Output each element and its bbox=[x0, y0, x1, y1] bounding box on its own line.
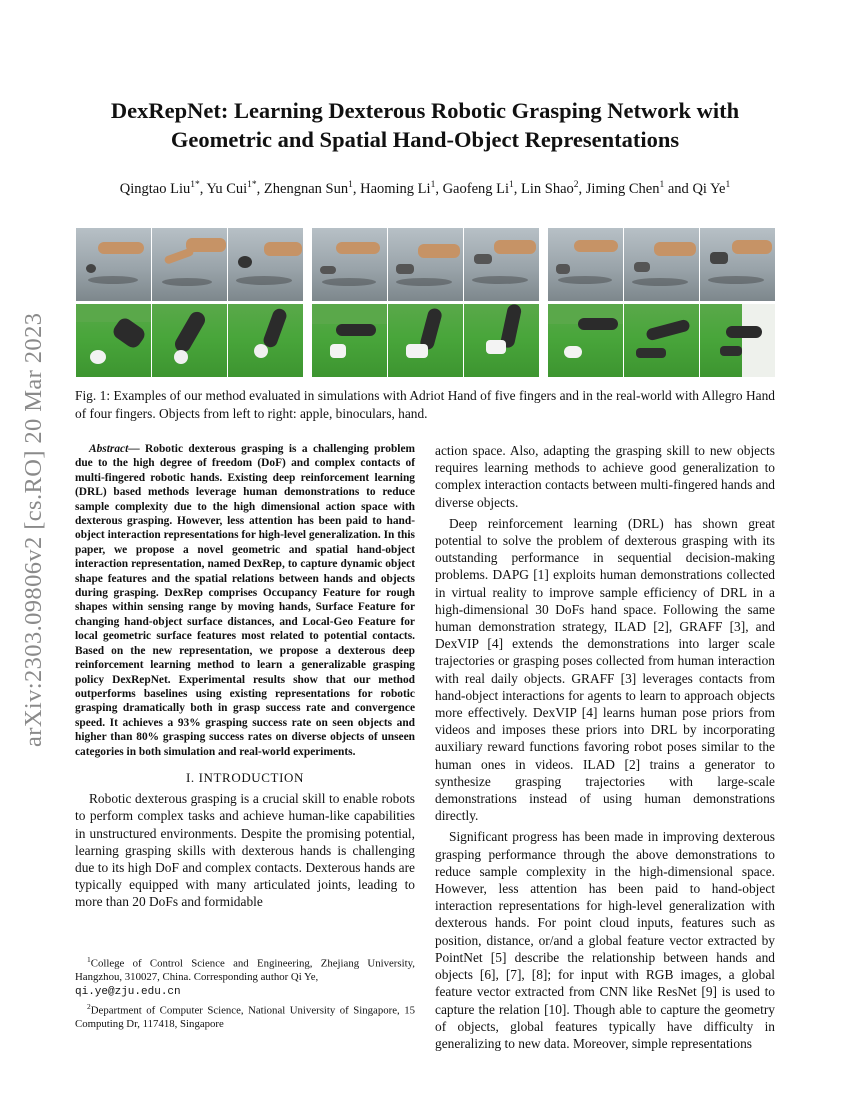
figure-1-images bbox=[76, 228, 774, 378]
figure-group-apple bbox=[76, 228, 304, 378]
author-separator: and bbox=[664, 180, 693, 197]
author-name: Qi Ye bbox=[692, 180, 726, 197]
author-separator: , bbox=[513, 180, 522, 197]
footnote-1-text: College of Control Science and Engineering, Zhejiang University, Hangzhou, 310027, China. Corresponding author Qi Ye, bbox=[75, 957, 415, 984]
figure-group-binoculars bbox=[312, 228, 540, 378]
author-separator: , bbox=[352, 180, 361, 197]
footnote-1 bbox=[75, 953, 415, 999]
body-paragraph: Significant progress has been made in improving dexterous grasping performance through the above demonstrations to reduce sample complexity in the high-dimensional space. However, less attention has been paid to hand-object interaction representations for high-level generalization with dexterous hands. For point cloud inputs, features such as position, distance, or/and a global feature vector extracted by PointNet [5] describe the relationship between hands and objects [6], [7], [8]; for input with RGB images, a global feature vector extracted from CNN like ResNet [9] is used to capture the relation [10]. Though able to capture the geometry of objects, global features typically have difficulty in generalizing to new data. Moreover, simple representations bbox=[435, 829, 775, 1051]
arxiv-stamp: arXiv:2303.09806v2 [cs.RO] 20 Mar 2023 bbox=[20, 312, 47, 748]
footnote-1-email: qi.ye@zju.edu.cn bbox=[75, 985, 181, 998]
author-name: Jiming Chen bbox=[585, 180, 660, 197]
body-paragraph: Deep reinforcement learning (DRL) has shown great potential to solve the problem of dexterous grasping with its outstanding performance in sequential decision-making problems. DAPG [1] exploits human demonstrations collected in virtual reality to improve sample efficiency of DRL in a high-dimensional 30 DoFs hand space. Following the same human demonstration strategy, ILAD [2], GRAFF [3], and DexVIP [4] extends the demonstrations into larger scale trajectories or grasping poses collected from human interaction with real daily objects. GRAFF [3] leverages contacts from hand-object interactions for agents to learn to approach objects more effectively. DexVIP [4] learns human pose priors from videos and imposes these priors into DRL by incorporating auxiliary reward functions favoring robot poses similar to the human ones in videos. ILAD [2] trains a generator to synthesize grasping trajectories with large-scale demonstrations instead of using human demonstrations directly. bbox=[435, 515, 775, 824]
author-name: Lin Shao bbox=[521, 180, 574, 197]
title-line-2: Geometric and Spatial Hand-Object Representations bbox=[170, 127, 680, 152]
left-column bbox=[75, 442, 415, 911]
body-paragraph: action space. Also, adapting the grasping skill to new objects requires learning methods to achieve good generalization to complex interaction contacts between multi-fingered hands and diverse objects. bbox=[435, 443, 775, 510]
intro-paragraph: Robotic dexterous grasping is a crucial skill to enable robots to perform complex tasks and achieve human-like capabilities in unstructured environments. Despite the promising potential, learning grasping skills with dexterous hands is challenging due to its high DoF and complex contacts. Dexterous hands are typically equipped with many articulated joints, leading to more than 20 DoFs and formidable bbox=[75, 791, 415, 910]
author-list bbox=[75, 176, 775, 198]
author-affiliation: 1 bbox=[659, 180, 665, 190]
title-line-1: DexRepNet: Learning Dexterous Robotic Grasping Network with bbox=[110, 98, 740, 123]
sim-image bbox=[700, 228, 775, 301]
author-separator: , bbox=[199, 180, 207, 197]
real-image bbox=[388, 304, 463, 377]
section-heading-introduction: I. INTRODUCTION bbox=[185, 769, 305, 785]
author-affiliation: 1 bbox=[430, 180, 436, 190]
real-image bbox=[228, 304, 303, 377]
sim-image bbox=[548, 228, 623, 301]
right-column bbox=[435, 442, 775, 1052]
abstract-dash: — bbox=[128, 443, 140, 455]
sim-image bbox=[388, 228, 463, 301]
real-image bbox=[624, 304, 699, 377]
sim-image bbox=[312, 228, 387, 301]
author-separator: , bbox=[435, 180, 443, 197]
real-image bbox=[464, 304, 539, 377]
footnotes bbox=[75, 953, 415, 1033]
author-affiliation: 1* bbox=[247, 180, 257, 190]
real-image bbox=[152, 304, 227, 377]
author-name: Haoming Li bbox=[360, 180, 431, 197]
paper-title bbox=[75, 96, 775, 154]
abstract-body: Robotic dexterous grasping is a challenging problem due to the high degree of freedom (DoF) and complex contacts of multi-fingered robotic hands. Existing deep reinforcement learning (DRL) based methods leverage human demonstrations to reduce sample complexity due to the high dimensional action space with dexterous grasping. However, less attention has been paid to hand-object interaction representations for high-level generalization. In this paper, we propose a novel geometric and spatial hand-object interaction representation, named DexRep, to capture dynamic object shape features and the spatial relations between hands and objects during grasping. DexRep comprises Occupancy Feature for rough shapes within sensing range by moving hands, Surface Feature for changing hand-object surface distances, and Local-Geo Feature for local geometric surface features most related to potential contacts. Based on the new representation, we propose a dexterous deep reinforcement learning method to learn a generalizable grasping policy DexRepNet. Experimental results show that our method outperforms baselines using existing representations for robotic grasping dramatically both in grasp success rate and convergence speed. It achieves a 93% grasping success rate on seen objects and higher than 80% grasping success rates on diverse objects of unseen categories in both simulation and real-world experiments. bbox=[75, 443, 415, 758]
real-image bbox=[700, 304, 775, 377]
real-image bbox=[548, 304, 623, 377]
sim-image bbox=[76, 228, 151, 301]
author-name: Qingtao Liu bbox=[119, 180, 191, 197]
real-image bbox=[76, 304, 151, 377]
author-name: Yu Cui bbox=[206, 180, 248, 197]
author-affiliation: 2 bbox=[573, 180, 579, 190]
figure-group-hand bbox=[548, 228, 776, 378]
author-affiliation: 1* bbox=[190, 180, 200, 190]
figure-caption: Fig. 1: Examples of our method evaluated in simulations with Adriot Hand of five fingers and in the real-world with Allegro Hand of four fingers. Objects from left to right: apple, binoculars, hand. bbox=[75, 388, 775, 421]
author-name: Zhengnan Sun bbox=[263, 180, 349, 197]
footnote-2 bbox=[75, 1000, 415, 1032]
footnote-1-marker: 1 bbox=[87, 955, 91, 964]
sim-image bbox=[152, 228, 227, 301]
footnote-2-text: Department of Computer Science, National University of Singapore, 15 Computing Dr, 117418, Singapore bbox=[75, 1004, 415, 1031]
author-separator: , bbox=[578, 180, 586, 197]
real-image bbox=[312, 304, 387, 377]
author-separator: , bbox=[256, 180, 264, 197]
author-affiliation: 1 bbox=[348, 180, 353, 190]
abstract-lead: Abstract bbox=[89, 443, 129, 455]
author-affiliation: 1 bbox=[509, 180, 514, 190]
author-name: Gaofeng Li bbox=[442, 180, 510, 197]
footnote-2-marker: 2 bbox=[87, 1002, 91, 1012]
author-affiliation: 1 bbox=[725, 180, 731, 190]
sim-image bbox=[228, 228, 303, 301]
sim-image bbox=[624, 228, 699, 301]
abstract bbox=[75, 442, 415, 759]
sim-image bbox=[464, 228, 539, 301]
